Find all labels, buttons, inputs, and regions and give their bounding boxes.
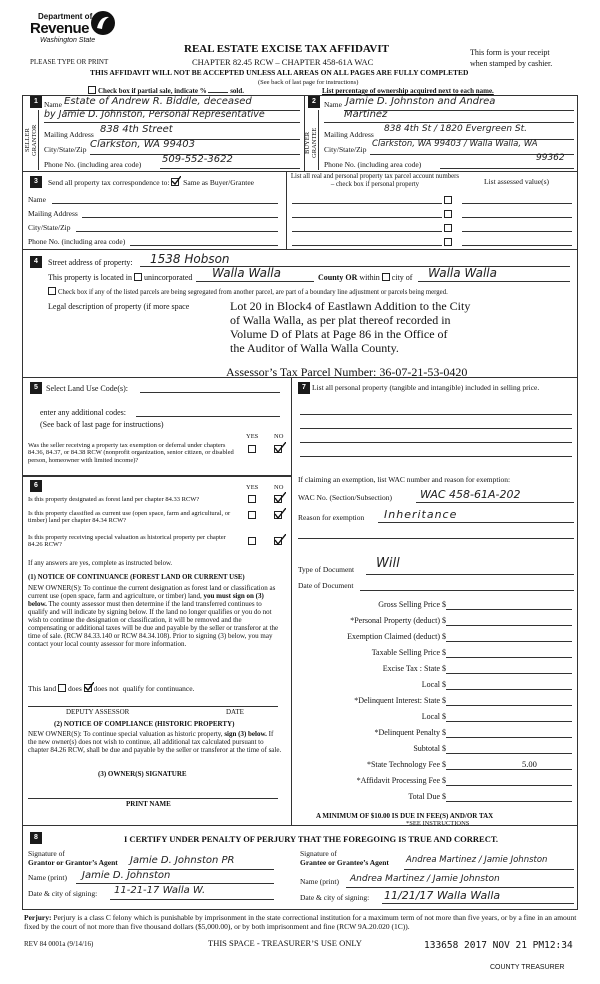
see-instructions: *SEE INSTRUCTIONS [406, 820, 470, 827]
buyer-vertical-label: BUYER GRANTEE [304, 127, 318, 159]
notice1-title: (1) NOTICE OF CONTINUANCE (FOREST LAND OR CURRENT USE) [28, 574, 245, 581]
sec5-yes: YES [246, 433, 259, 440]
checkmark-icon [171, 176, 181, 186]
seller-mailing-value[interactable]: 838 4th Street [100, 124, 173, 135]
buyer-zip-value[interactable]: 99362 [536, 153, 565, 163]
checkmark-icon [274, 442, 286, 454]
type-document-value[interactable]: Will [376, 556, 400, 571]
sec6-q3: Is this property receiving special valuation as historical property per chapter 84.26 RCW? [28, 534, 226, 549]
section-8-badge: 8 [30, 832, 42, 844]
tax-row-6-label: *Delinquent Interest: State $ [354, 696, 446, 705]
treasurer-space: THIS SPACE - TREASURER’S USE ONLY [208, 938, 362, 948]
logo-emblem-icon [90, 10, 116, 36]
sec5-q1: Was the seller receiving a property tax exemption or deferral under chapters 84.36, 84.37, or 84.38 RCW (nonprofit organization, senior citizen, or disabled person, homeowner with limited income)? [28, 442, 234, 464]
section-3-badge: 3 [30, 176, 42, 188]
sec6-q2: Is this property classified as current use (open space, farm and agricultural, or timber) land per chapter 84.34 RCW? [28, 510, 231, 525]
if-any-yes: If any answers are yes, complete as instructed below. [28, 560, 173, 567]
does-checkbox[interactable] [58, 684, 66, 692]
logo-state: Washington State [40, 37, 96, 44]
form-chapter: CHAPTER 82.45 RCW – CHAPTER 458-61A WAC [192, 57, 374, 67]
partial-sale: Check box if partial sale, indicate % sold. [88, 86, 244, 95]
street-label: Street address of property: [48, 258, 133, 267]
legal-line-1: Lot 20 in Block4 of Eastlawn Addition to the City [230, 299, 471, 313]
grantor-date-label: Date & city of signing: [28, 889, 98, 898]
unincorporated-checkbox[interactable] [134, 273, 142, 281]
reason-value[interactable]: Inheritance [384, 508, 458, 521]
city-of-checkbox[interactable] [382, 273, 390, 281]
checkmark-icon [274, 492, 286, 504]
section-1-badge: 1 [30, 96, 42, 108]
parcel-header: List all real and personal property tax parcel account numbers – check box if personal property [290, 173, 460, 188]
county-or-row: County OR within city of [318, 273, 413, 282]
seller-phone-value[interactable]: 509-552-3622 [162, 154, 233, 165]
wac-value[interactable]: WAC 458-61A-202 [420, 488, 521, 501]
print-name-label: PRINT NAME [126, 800, 171, 808]
sec6-q2-yes-checkbox[interactable] [248, 511, 256, 519]
treasurer-stamp: 133658 2017 NOV 21 PM12:34 [424, 940, 573, 951]
buyer-name-value[interactable]: Jamie D. Johnston and Andrea [346, 96, 496, 107]
receipt-note-1: This form is your receipt [470, 48, 550, 57]
sec6-q1-no-checkbox[interactable] [274, 495, 282, 503]
tax-row-0-label: Gross Selling Price $ [378, 600, 446, 609]
this-land-row: This land does does not qualify for continuance. [28, 684, 195, 693]
seller-city-label: City/State/Zip [44, 145, 87, 154]
buyer-name-value-2[interactable]: Martinez [344, 109, 388, 120]
county-value[interactable]: Walla Walla [212, 266, 281, 280]
section-4-badge: 4 [30, 256, 42, 268]
please-type: PLEASE TYPE OR PRINT [30, 58, 109, 66]
tax-row-3-label: Taxable Selling Price $ [371, 648, 446, 657]
grantee-sig-label-2: Grantee or Grantee’s Agent [300, 858, 389, 867]
date-document-label: Date of Document [298, 581, 354, 590]
sec6-q3-no-checkbox[interactable] [274, 537, 282, 545]
sec3-city-label: City/State/Zip [28, 223, 71, 232]
reason-label: Reason for exemption [298, 513, 365, 522]
county-treasurer: COUNTY TREASURER [490, 964, 565, 971]
same-as-buyer-checkbox[interactable] [171, 178, 179, 186]
segregated-row: Check box if any of the listed parcels are being segregated from another parcel, are part of a boundary line adjustment or parcels being merged. [48, 287, 448, 297]
legal-line-3: Volume D of Plats at Page 86 in the Office of [230, 327, 448, 341]
sec3-name-label: Name [28, 195, 46, 204]
tax-row-10-label: *State Technology Fee $ [366, 760, 446, 769]
checkmark-icon [274, 508, 286, 520]
tax-row-9-label: Subtotal $ [413, 744, 446, 753]
sec5-q1-no-checkbox[interactable] [274, 445, 282, 453]
checkmark-icon [84, 682, 94, 692]
minimum-due: A MINIMUM OF $10.00 IS DUE IN FEE(S) AND/OR TAX [316, 812, 494, 820]
send-correspondence: Send all property tax correspondence to: Same as Buyer/Grantee [48, 178, 254, 187]
personal-property-label: List all personal property (tangible and intangible) included in selling price. [312, 383, 540, 392]
street-value[interactable]: 1538 Hobson [150, 252, 230, 266]
grantee-date-label: Date & city of signing: [300, 893, 370, 902]
sec6-q3-yes-checkbox[interactable] [248, 537, 256, 545]
seller-mailing-label: Mailing Address [44, 130, 94, 139]
form-title: REAL ESTATE EXCISE TAX AFFIDAVIT [184, 43, 389, 55]
tax-row-5-label: Local $ [421, 680, 446, 689]
seller-city-value[interactable]: Clarkston, WA 99403 [90, 139, 195, 150]
grantee-name-print[interactable]: Andrea Martinez / Jamie Johnston [350, 874, 500, 884]
sec6-q1: Is this property designated as forest land per chapter 84.33 RCW? [28, 496, 200, 503]
grantor-date-city[interactable]: 11-21-17 Walla W. [114, 885, 206, 896]
form-warning: THIS AFFIDAVIT WILL NOT BE ACCEPTED UNLESS ALL AREAS ON ALL PAGES ARE FULLY COMPLETED [90, 68, 469, 77]
legal-line-2: of Walla Walla, as per plat thereof recorded in [230, 313, 451, 327]
parcel-checkbox-2[interactable] [444, 210, 452, 218]
deputy-assessor: DEPUTY ASSESSOR [66, 708, 130, 716]
certify-statement: I CERTIFY UNDER PENALTY OF PERJURY THAT THE FOREGOING IS TRUE AND CORRECT. [124, 834, 499, 844]
parcel-checkbox-4[interactable] [444, 238, 452, 246]
receipt-note-2: when stamped by cashier. [470, 59, 553, 68]
rev-number: REV 84 0001a (9/14/16) [24, 940, 94, 948]
wac-label: WAC No. (Section/Subsection) [298, 493, 392, 502]
legal-label: Legal description of property (if more space [48, 302, 190, 311]
does-not-checkbox[interactable] [84, 684, 92, 692]
segregated-checkbox[interactable] [48, 287, 56, 295]
partial-sale-checkbox[interactable] [88, 86, 96, 94]
grantor-name-print[interactable]: Jamie D. Johnston [82, 870, 171, 881]
sec5-see-back: (See back of last page for instructions) [40, 420, 164, 429]
section-7-badge: 7 [298, 382, 310, 394]
buyer-name-label: Name [324, 100, 342, 109]
sec5-no: NO [274, 433, 284, 440]
seller-name-value[interactable]: Estate of Andrew R. Biddle, deceased [64, 96, 252, 107]
sec3-phone-label: Phone No. (including area code) [28, 237, 126, 246]
sec6-yes: YES [246, 484, 259, 491]
revenue-logo [30, 8, 120, 50]
land-use-label: Select Land Use Code(s): [46, 384, 128, 393]
buyer-mailing-label: Mailing Address [324, 130, 374, 139]
section-2-badge: 2 [308, 96, 320, 108]
sec5-q1-yes-checkbox[interactable] [248, 445, 256, 453]
tax-row-11-label: *Affidavit Processing Fee $ [356, 776, 446, 785]
legal-line-4: the Auditor of Walla Walla County. [230, 341, 399, 355]
parcel-checkbox-1[interactable] [444, 196, 452, 204]
grantor-name-label: Name (print) [28, 873, 67, 882]
tax-row-12-label: Total Due $ [408, 792, 446, 801]
tax-row-7-label: Local $ [421, 712, 446, 721]
logo-name: Revenue [30, 20, 90, 37]
assessed-header: List assessed value(s) [484, 177, 549, 186]
grantee-signature[interactable]: Andrea Martinez / Jamie Johnston [406, 855, 548, 865]
tax-row-8-label: *Delinquent Penalty $ [374, 728, 446, 737]
tax-row-1-label: *Personal Property (deduct) $ [350, 616, 446, 625]
sec6-q2-no-checkbox[interactable] [274, 511, 282, 519]
buyer-mailing-value[interactable]: 838 4th St / 1820 Evergreen St. [384, 124, 528, 134]
grantee-sig-label-1: Signature of [300, 849, 337, 858]
buyer-city-label: City/State/Zip [324, 145, 367, 154]
sec6-q1-yes-checkbox[interactable] [248, 495, 256, 503]
section-6-badge: 6 [30, 480, 42, 492]
located-row: This property is located in unincorporated [48, 273, 193, 282]
tax-row-2-label: Exemption Claimed (deduct) $ [347, 632, 446, 641]
see-back-top: (See back of last page for instructions) [258, 79, 359, 86]
tech-fee-value: 5.00 [522, 759, 537, 769]
notice2-title: (2) NOTICE OF COMPLIANCE (HISTORIC PROPERTY) [54, 720, 235, 728]
seller-phone-label: Phone No. (including area code) [44, 160, 142, 169]
seller-name-label: Name [44, 100, 62, 109]
city-value[interactable]: Walla Walla [428, 266, 497, 280]
deputy-date: DATE [226, 708, 244, 716]
perjury-statement: Perjury: Perjury is a class C felony which is punishable by imprisonment in the state correctional institution for a maximum term of not more than five years, or by a fine in an amount fixed by the court of not more than five thousand dollars ($5,000.00), or by both imprisonment and fine (RCW 9A.20.020 (1C)). [24, 913, 577, 931]
grantor-signature[interactable]: Jamie D. Johnston PR [130, 855, 235, 866]
claiming-exemption: If claiming an exemption, list WAC number and reason for exemption: [298, 475, 511, 484]
grantee-date-city[interactable]: 11/21/17 Walla Walla [384, 889, 501, 902]
grantor-sig-label-1: Signature of [28, 849, 65, 858]
sec3-mailing-label: Mailing Address [28, 209, 78, 218]
additional-codes: enter any additional codes: [40, 408, 126, 417]
notice2-body: NEW OWNER(S): To continue special valuation as historic property, sign (3) below. If the new owner(s) does not wish to continue, all additional tax calculated pursuant to chapter 84.26 RCW, shall be due and payable by the seller or transferor at the time of sale. [28, 730, 282, 755]
tax-row-4-label: Excise Tax : State $ [382, 664, 446, 673]
buyer-phone-label: Phone No. (including area code) [324, 160, 422, 169]
grantor-sig-label-2: Grantor or Grantor’s Agent [28, 858, 118, 867]
owner-signature-label: (3) OWNER(S) SIGNATURE [98, 770, 187, 778]
notice1-body: NEW OWNER(S): To continue the current designation as forest land or classification as current use (open space, farm and agriculture, or timber) land, you must sign on (3) below. The county assessor must then determine if the land transferred continues to qualify and will indicate by signing below. If the land no longer qualifies or you do not wish to continue the designation or classification, it will be removed and the compensating or additional taxes will be due and payable by the seller or transferor at the time of sale. (RCW 84.33.140 or RCW 84.34.108). Prior to signing (3) below, you may contact your local county assessor for more information. [28, 584, 279, 649]
grantee-name-label: Name (print) [300, 877, 339, 886]
sec6-no: NO [274, 484, 284, 491]
seller-vertical-label: SELLER GRANTOR [24, 124, 38, 156]
logo-dept: Department of [38, 12, 93, 21]
checkmark-icon [274, 534, 286, 546]
section-5-badge: 5 [30, 382, 42, 394]
type-document-label: Type of Document [298, 565, 355, 574]
parcel-number: Assessor’s Tax Parcel Number: 36-07-21-53-0420 [226, 365, 468, 379]
buyer-city-value[interactable]: Clarkston, WA 99403 / Walla Walla, WA [372, 139, 538, 149]
parcel-checkbox-3[interactable] [444, 224, 452, 232]
list-percentage: List percentage of ownership acquired next to each name. [322, 87, 494, 95]
seller-name-value-2[interactable]: by Jamie D. Johnston, Personal Representative [44, 109, 265, 120]
